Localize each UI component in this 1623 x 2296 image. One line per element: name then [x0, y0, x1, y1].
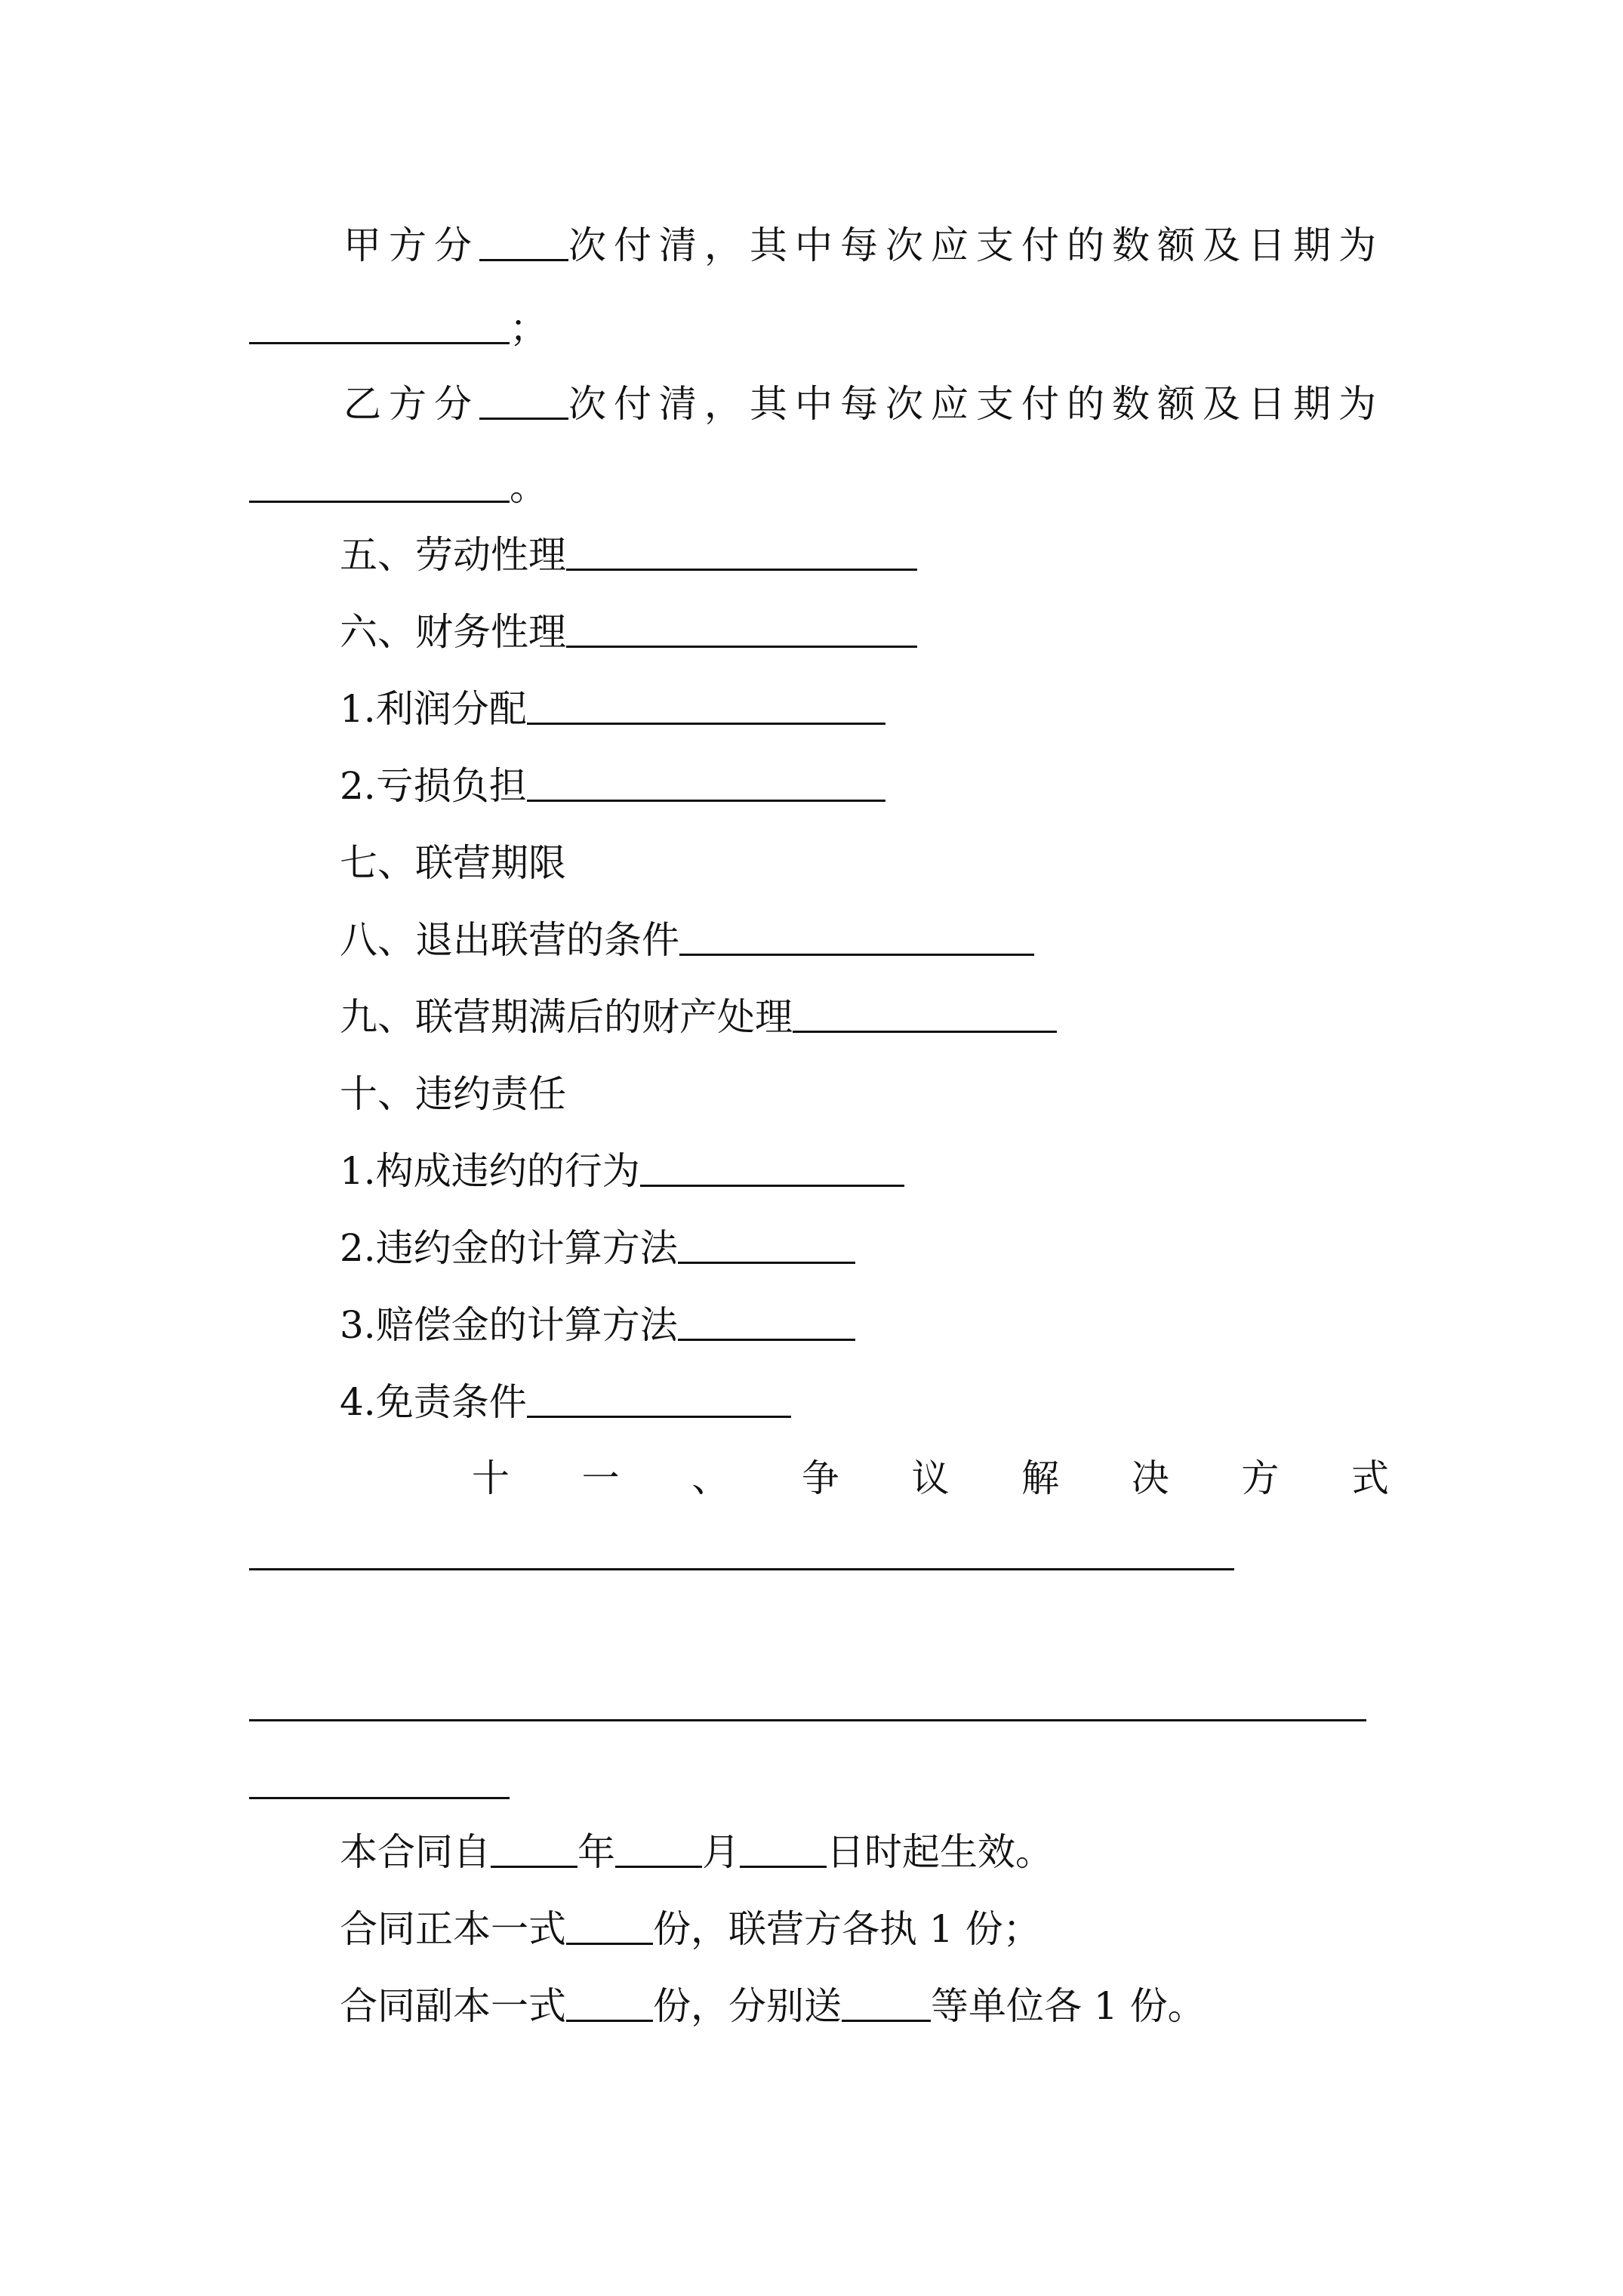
clause-loss: [340, 756, 885, 816]
clause-label: 2.亏损负担: [340, 764, 527, 808]
clause-label: 八、退出联营的条件: [340, 918, 679, 962]
clause-breach-acts: [340, 1141, 904, 1201]
labor-blank[interactable]: [566, 525, 917, 571]
clause-label: 1.利润分配: [340, 687, 527, 731]
text-c: 等单位各 1 份。: [931, 1984, 1206, 2028]
schedule-blank-a[interactable]: [249, 298, 510, 344]
dispute-char: 十: [472, 1456, 510, 1500]
clause-finance: [340, 602, 917, 662]
text-prefix: 乙方分: [343, 382, 479, 426]
clause-label: 五、劳动性理: [340, 533, 566, 577]
dispute-char: 、: [691, 1456, 730, 1500]
clause-label: 2.违约金的计算方法: [340, 1226, 678, 1270]
clause-label: 十、违约责任: [340, 1072, 566, 1116]
breach-acts-blank[interactable]: [640, 1141, 904, 1187]
installments-blank-b[interactable]: [479, 374, 568, 420]
dispute-char: 议: [911, 1456, 950, 1500]
clause-labor: [340, 525, 917, 585]
clause-liability: [340, 1064, 566, 1124]
payment-party-b: [343, 374, 1384, 434]
text-a: 合同副本一式: [340, 1984, 566, 2028]
original-copies: [340, 1899, 1041, 1959]
clause-penalty: [340, 1218, 855, 1278]
effective-date: [340, 1822, 1053, 1882]
profit-blank[interactable]: [527, 679, 885, 725]
duplicate-copies: [340, 1976, 1206, 2036]
day-blank[interactable]: [740, 1822, 827, 1868]
duplicate-count-blank[interactable]: [566, 1976, 653, 2022]
payment-schedule-a: [249, 298, 547, 359]
recipient-blank[interactable]: [842, 1976, 931, 2022]
clause-dispute: [472, 1448, 1389, 1509]
text-prefix: 甲方分: [343, 223, 479, 267]
compensation-blank[interactable]: [678, 1295, 855, 1341]
year-blank[interactable]: [491, 1822, 577, 1868]
clause-label: 3.赔偿金的计算方法: [340, 1303, 678, 1347]
text-c: 月: [702, 1830, 740, 1874]
installments-blank-a[interactable]: [479, 215, 568, 261]
original-count-blank[interactable]: [566, 1899, 653, 1945]
text-b: 份，联营方各执 1 份；: [653, 1907, 1041, 1951]
payment-schedule-b: [249, 457, 547, 517]
month-blank[interactable]: [615, 1822, 702, 1868]
dispute-char: 方: [1241, 1456, 1280, 1500]
dispute-char: 解: [1021, 1456, 1060, 1500]
dispute-blank-line-1[interactable]: [249, 1568, 1234, 1570]
text-b: 年: [577, 1830, 615, 1874]
withdrawal-blank[interactable]: [679, 910, 1034, 956]
clause-profit: [340, 679, 885, 739]
dispute-char: 式: [1351, 1456, 1389, 1500]
dispute-char: 争: [801, 1456, 839, 1500]
dispute-blank-line-2[interactable]: [249, 1719, 1366, 1721]
period: 。: [510, 465, 547, 509]
penalty-blank[interactable]: [678, 1218, 855, 1264]
property-blank[interactable]: [793, 987, 1057, 1033]
clause-compensation: [340, 1295, 855, 1355]
dispute-blank-line-3[interactable]: [249, 1797, 510, 1799]
clause-withdrawal: [340, 910, 1034, 970]
schedule-blank-b[interactable]: [249, 457, 510, 503]
clause-label: 4.免责条件: [340, 1380, 527, 1424]
clause-term: [340, 833, 566, 893]
semicolon: ；: [510, 307, 547, 350]
text-a: 合同正本一式: [340, 1907, 566, 1951]
text-d: 日时起生效。: [827, 1830, 1053, 1874]
dispute-char: 决: [1131, 1456, 1169, 1500]
clause-exemption: [340, 1372, 791, 1432]
payment-party-a: [343, 215, 1384, 276]
text-a: 本合同自: [340, 1830, 491, 1874]
clause-label: 六、财务性理: [340, 610, 566, 654]
text-suffix: 次付清，其中每次应支付的数额及日期为: [568, 223, 1384, 267]
clause-label: 九、联营期满后的财产处理: [340, 995, 793, 1039]
clause-property: [340, 987, 1057, 1047]
finance-blank[interactable]: [566, 602, 917, 648]
text-b: 份，分别送: [653, 1984, 842, 2028]
clause-label: 1.构成违约的行为: [340, 1149, 640, 1193]
loss-blank[interactable]: [527, 756, 885, 802]
dispute-char: 一: [581, 1456, 620, 1500]
clause-label: 七、联营期限: [340, 841, 566, 885]
text-suffix: 次付清，其中每次应支付的数额及日期为: [568, 382, 1384, 426]
exemption-blank[interactable]: [527, 1372, 791, 1418]
